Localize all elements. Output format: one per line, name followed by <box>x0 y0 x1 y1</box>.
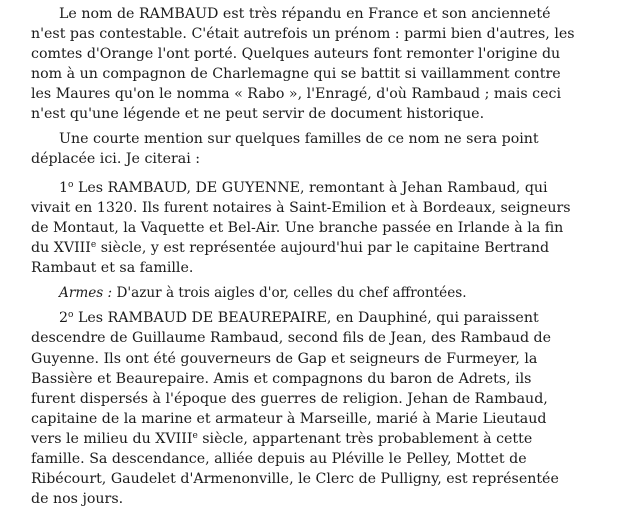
superscript: e <box>192 430 198 441</box>
text-line: vivait en 1320. Ils furent notaires à Saint-Emilion et à Bordeaux, seigneurs <box>31 199 571 216</box>
paragraph-mention <box>31 129 626 169</box>
superscript: o <box>68 310 74 321</box>
text-line: du XVIIIe siècle, y est représentée aujourd'hui par le capitaine Bertrand <box>31 240 550 257</box>
text-line: furent dispersés à l'époque des guerres de religion. Jehan de Rambaud, <box>31 390 548 407</box>
text-line: Une courte mention sur quelques familles de ce nom ne sera point <box>59 130 539 147</box>
superscript: e <box>90 240 97 251</box>
text-line: 1$^o$ Les RAMBAUD, DE GUYENNE, remontant à Jehan Rambaud, qui <box>59 179 548 196</box>
text-line: les Maures qu'on le nomma « Rabo », l'Enragé, d'où Rambaud ; mais ceci <box>31 86 561 103</box>
text-line <box>31 283 626 303</box>
paragraph-guyenne <box>31 178 626 278</box>
text-line: de nos jours. <box>31 491 124 508</box>
text-line: Le nom de RAMBAUD est très répandu en France et son ancienneté <box>59 6 551 22</box>
text-line: n'est qu'une légende et ne peut servir de document historique. <box>31 106 485 123</box>
text-line: Rambaut et sa famille. <box>31 260 194 277</box>
superscript: o <box>68 179 74 190</box>
armes-label: Armes : <box>59 285 113 302</box>
text-line: vers le milieu du XVIIIe siècle, appartenant très probablement à cette <box>31 430 533 447</box>
paragraph-intro <box>31 4 626 125</box>
text-line: Ribécourt, Gaudelet d'Armenonville, le Clerc de Pulligny, est représentée <box>31 471 559 488</box>
text-line: 2$^o$ Les RAMBAUD DE BEAUREPAIRE, en Dauphiné, qui paraissent <box>59 310 539 327</box>
text-line: déplacée ici. Je citerai : <box>31 150 201 167</box>
text-line: Guyenne. Ils ont été gouverneurs de Gap et seigneurs de Furmeyer, la <box>31 350 538 367</box>
text-line: Bassière et Beaurepaire. Amis et compagnons du baron de Adrets, ils <box>31 370 532 387</box>
text-line: capitaine de la marine et armateur à Marseille, marié à Marie Lieutaud <box>31 410 547 427</box>
text-line: famille. Sa descendance, alliée depuis au Pléville le Pelley, Mottet de <box>31 450 527 467</box>
armes-text: D'azur à trois aigles d'or, celles du chef affrontées. <box>116 285 467 302</box>
paragraph-armes <box>31 283 626 303</box>
paragraph-beaurepaire <box>31 308 626 509</box>
text-line: nom à un compagnon de Charlemagne qui se battit si vaillamment contre <box>31 66 561 83</box>
text-line: n'est pas contestable. C'était autrefois un prénom : parmi bien d'autres, les <box>31 26 575 43</box>
text-line: de Montaut, la Vaquette et Bel-Air. Une branche passée en Irlande à la fin <box>31 219 564 236</box>
text-line: comtes d'Orange l'ont porté. Quelques auteurs font remonter l'origine du <box>31 46 561 63</box>
text-line: descendre de Guillaume Rambaud, second fils de Jean, des Rambaud de <box>31 330 552 347</box>
